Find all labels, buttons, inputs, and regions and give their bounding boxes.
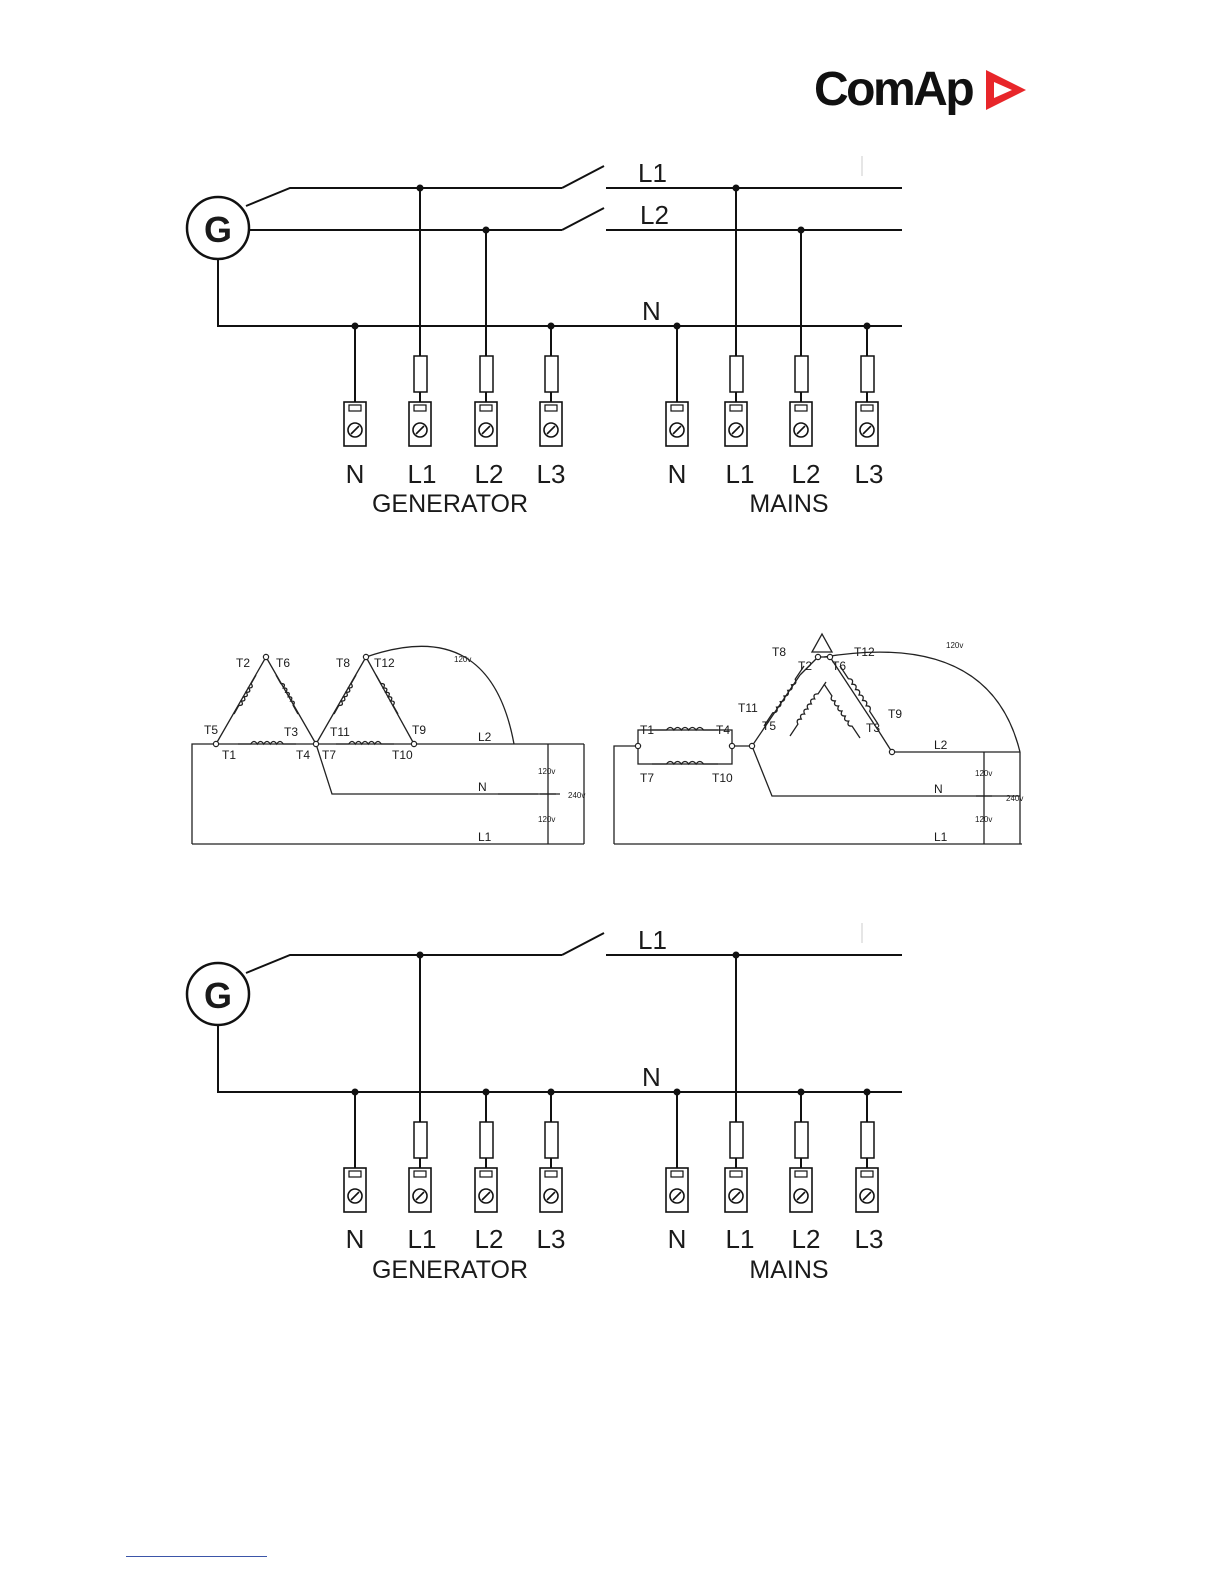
- coil-label: T11: [330, 725, 350, 739]
- neutral-label: N: [642, 1062, 661, 1092]
- gen-terminal-l1: L1: [407, 459, 437, 489]
- coil-label: T10: [712, 771, 733, 785]
- wiring-diagram-split-phase: [0, 150, 1224, 530]
- coil-label: T4: [296, 748, 311, 762]
- generator-group-label: GENERATOR: [371, 490, 529, 518]
- fuse-icon: [861, 1122, 874, 1158]
- gen-terminal-l3: L3: [536, 1224, 566, 1254]
- coil-label: T9: [888, 707, 903, 721]
- fuse-icon: [730, 356, 743, 392]
- fuse-icon: [795, 356, 808, 392]
- terminal-screw-icon: [475, 1168, 497, 1212]
- wiring-diagram-single-phase: [0, 917, 1224, 1297]
- coil-winding-icon: [764, 666, 804, 726]
- terminal-screw-icon: [790, 1168, 812, 1212]
- neutral-label: N: [642, 296, 661, 326]
- footer-link-underline: [126, 1556, 267, 1557]
- fuse-icon: [414, 356, 427, 392]
- terminal-screw-icon: [409, 1168, 431, 1212]
- terminal-screw-icon: [409, 402, 431, 446]
- line-label: L2: [934, 738, 948, 752]
- fuse-icon: [545, 356, 558, 392]
- coil-label: T5: [762, 719, 777, 733]
- terminal-screw-icon: [666, 1168, 688, 1212]
- coil-label: T2: [798, 659, 813, 673]
- coil-label: T3: [866, 721, 881, 735]
- coil-label: T10: [392, 748, 413, 762]
- coil-label: T8: [772, 645, 787, 659]
- coil-label: T12: [374, 656, 395, 670]
- generator-group-label: GENERATOR: [371, 1256, 529, 1284]
- fuse-icon: [861, 356, 874, 392]
- terminal-screw-icon: [790, 402, 812, 446]
- coil-label: T8: [336, 656, 351, 670]
- logo-arrow-icon: [984, 68, 1028, 112]
- upper-voltage-label: 120v: [538, 767, 556, 776]
- coil-label: T7: [322, 748, 337, 762]
- coil-label: T4: [716, 723, 731, 737]
- terminal-screw-icon: [344, 1168, 366, 1212]
- terminal-screw-icon: [856, 1168, 878, 1212]
- gen-terminal-l2: L2: [474, 1224, 504, 1254]
- upper-voltage-label: 120v: [975, 769, 993, 778]
- fuse-icon: [730, 1122, 743, 1158]
- comap-logo: [814, 62, 1028, 118]
- total-voltage-label: 240v: [568, 791, 586, 800]
- line-label: L1: [478, 830, 492, 844]
- gen-terminal-n: N: [345, 1224, 365, 1254]
- mains-terminal-l1: L1: [725, 1224, 755, 1254]
- coil-label: T9: [412, 723, 427, 737]
- line-label: N: [478, 780, 487, 794]
- coil-label: T12: [854, 645, 875, 659]
- arc-voltage-label: 120v: [946, 641, 964, 650]
- mains-terminal-l2: L2: [791, 1224, 821, 1254]
- generator-symbol: G: [203, 975, 233, 1016]
- coil-label: T6: [832, 659, 847, 673]
- terminal-screw-icon: [344, 402, 366, 446]
- lower-voltage-label: 120v: [538, 815, 556, 824]
- fuse-icon: [795, 1122, 808, 1158]
- mains-group-label: MAINS: [749, 1256, 829, 1284]
- line-l1-label: L1: [638, 925, 667, 955]
- mains-terminal-l1: L1: [725, 459, 755, 489]
- fuse-icon: [480, 356, 493, 392]
- coil-winding-icon: [824, 684, 860, 738]
- coil-label: T5: [204, 723, 219, 737]
- mains-terminal-n: N: [667, 1224, 687, 1254]
- coil-label: T1: [640, 723, 655, 737]
- gen-terminal-l2: L2: [474, 459, 504, 489]
- fuse-icon: [545, 1122, 558, 1158]
- coil-winding-icon: [790, 682, 826, 736]
- terminal-screw-icon: [475, 402, 497, 446]
- line-label: N: [934, 782, 943, 796]
- coil-label: T1: [222, 748, 237, 762]
- fuse-icon: [480, 1122, 493, 1158]
- mains-group-label: MAINS: [749, 490, 829, 518]
- coil-winding-icon: [840, 666, 878, 724]
- gen-terminal-l3: L3: [536, 459, 566, 489]
- mains-terminal-n: N: [667, 459, 687, 489]
- gen-terminal-n: N: [345, 459, 365, 489]
- terminal-screw-icon: [725, 402, 747, 446]
- terminal-screw-icon: [540, 1168, 562, 1212]
- coil-label: T2: [236, 656, 251, 670]
- mains-terminal-l3: L3: [854, 1224, 884, 1254]
- coil-label: T7: [640, 771, 655, 785]
- coil-label: T11: [738, 701, 758, 715]
- lower-voltage-label: 120v: [975, 815, 993, 824]
- terminal-screw-icon: [856, 402, 878, 446]
- total-voltage-label: 240v: [1006, 794, 1024, 803]
- generator-coil-connection-diagram: [0, 620, 1224, 860]
- fuse-icon: [414, 1122, 427, 1158]
- logo-text: ComAp: [814, 63, 973, 116]
- generator-symbol: G: [203, 209, 233, 250]
- terminal-screw-icon: [666, 402, 688, 446]
- coil-label: T3: [284, 725, 299, 739]
- mains-terminal-l3: L3: [854, 459, 884, 489]
- coil-label: T6: [276, 656, 291, 670]
- line-l2-label: L2: [640, 200, 669, 230]
- line-label: L1: [934, 830, 948, 844]
- gen-terminal-l1: L1: [407, 1224, 437, 1254]
- line-label: L2: [478, 730, 492, 744]
- mains-terminal-l2: L2: [791, 459, 821, 489]
- terminal-screw-icon: [540, 402, 562, 446]
- line-l1-label: L1: [638, 158, 667, 188]
- terminal-screw-icon: [725, 1168, 747, 1212]
- arc-voltage-label: 120v: [454, 655, 472, 664]
